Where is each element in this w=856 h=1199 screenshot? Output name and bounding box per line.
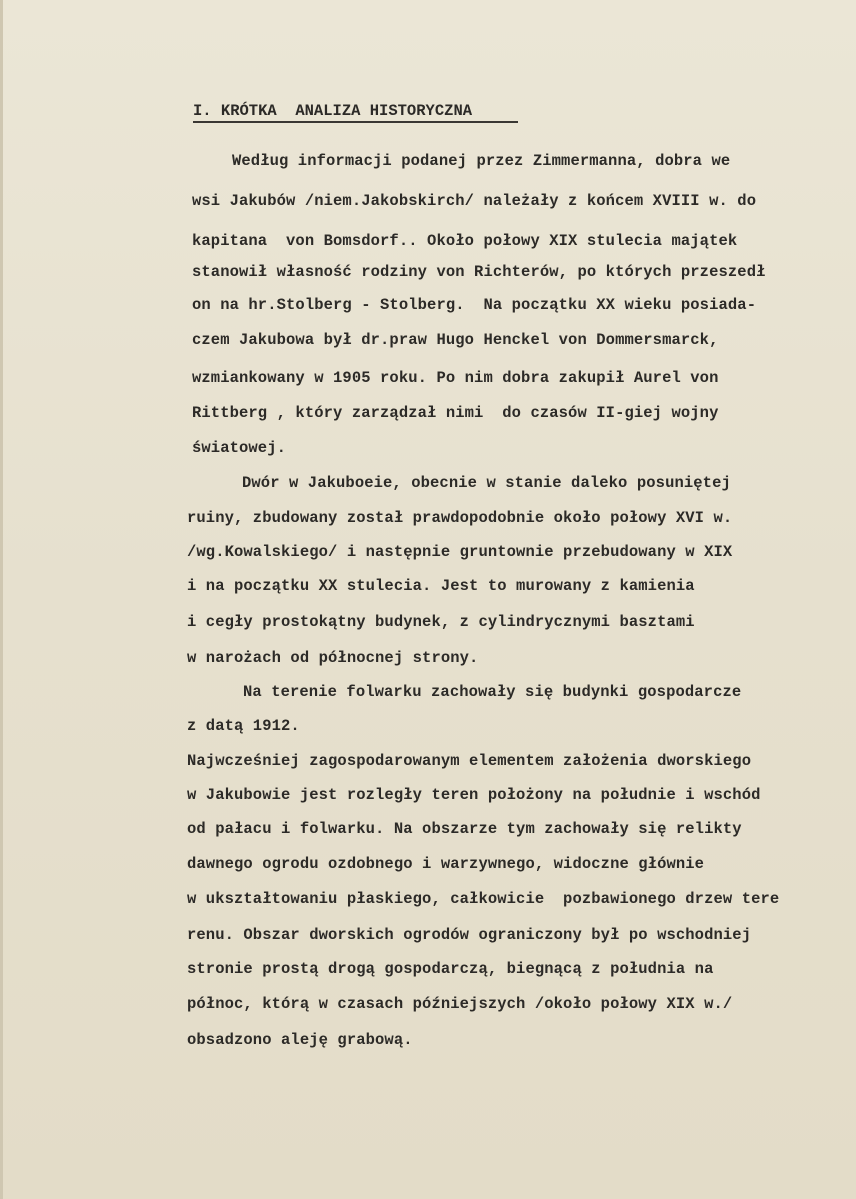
text-line: Według informacji podanej przez Zimmermanna, dobra we bbox=[232, 152, 731, 170]
text-line: Na terenie folwarku zachowały się budynki gospodarcze bbox=[243, 683, 742, 701]
text-line: światowej. bbox=[192, 439, 287, 457]
text-line: stanowił własność rodziny von Richterów, po których przeszedł bbox=[192, 263, 766, 281]
text-line: obsadzono aleję grabową. bbox=[187, 1031, 413, 1049]
section-heading: I. KRÓTKA ANALIZA HISTORYCZNA bbox=[193, 102, 473, 120]
text-line: w ukształtowaniu płaskiego, całkowicie pozbawionego drzew tere bbox=[187, 890, 780, 908]
heading-underline bbox=[193, 121, 518, 123]
text-line: północ, którą w czasach późniejszych /około połowy XIX w./ bbox=[187, 995, 733, 1013]
text-line: kapitana von Bomsdorf.. Około połowy XIX stulecia majątek bbox=[192, 232, 738, 250]
text-line: czem Jakubowa był dr.praw Hugo Henckel von Dommersmarck, bbox=[192, 331, 719, 349]
text-line: w narożach od północnej strony. bbox=[187, 649, 479, 667]
text-line: /wg.Kowalskiego/ i następnie gruntownie przebudowany w XIX bbox=[187, 543, 733, 561]
text-line: renu. Obszar dworskich ogrodów ograniczony był po wschodniej bbox=[187, 926, 752, 944]
text-line: on na hr.Stolberg - Stolberg. Na początku XX wieku posiada- bbox=[192, 296, 757, 314]
page-edge bbox=[0, 0, 3, 1199]
text-line: dawnego ogrodu ozdobnego i warzywnego, widoczne głównie bbox=[187, 855, 705, 873]
text-line: w Jakubowie jest rozległy teren położony na południe i wschód bbox=[187, 786, 761, 804]
text-line: i cegły prostokątny budynek, z cylindrycznymi basztami bbox=[187, 613, 695, 631]
text-line: Najwcześniej zagospodarowanym elementem założenia dworskiego bbox=[187, 752, 752, 770]
text-line: od pałacu i folwarku. Na obszarze tym zachowały się relikty bbox=[187, 820, 742, 838]
text-line: Dwór w Jakuboeie, obecnie w stanie daleko posuniętej bbox=[242, 474, 731, 492]
text-line: wsi Jakubów /niem.Jakobskirch/ należały z końcem XVIII w. do bbox=[192, 192, 757, 210]
text-line: ruiny, zbudowany został prawdopodobnie około połowy XVI w. bbox=[187, 509, 733, 527]
text-line: stronie prostą drogą gospodarczą, biegnącą z południa na bbox=[187, 960, 714, 978]
text-line: i na początku XX stulecia. Jest to murowany z kamienia bbox=[187, 577, 695, 595]
text-line: z datą 1912. bbox=[187, 717, 300, 735]
text-line: wzmiankowany w 1905 roku. Po nim dobra zakupił Aurel von bbox=[192, 369, 719, 387]
text-line: Rittberg , który zarządzał nimi do czasów II-giej wojny bbox=[192, 404, 719, 422]
